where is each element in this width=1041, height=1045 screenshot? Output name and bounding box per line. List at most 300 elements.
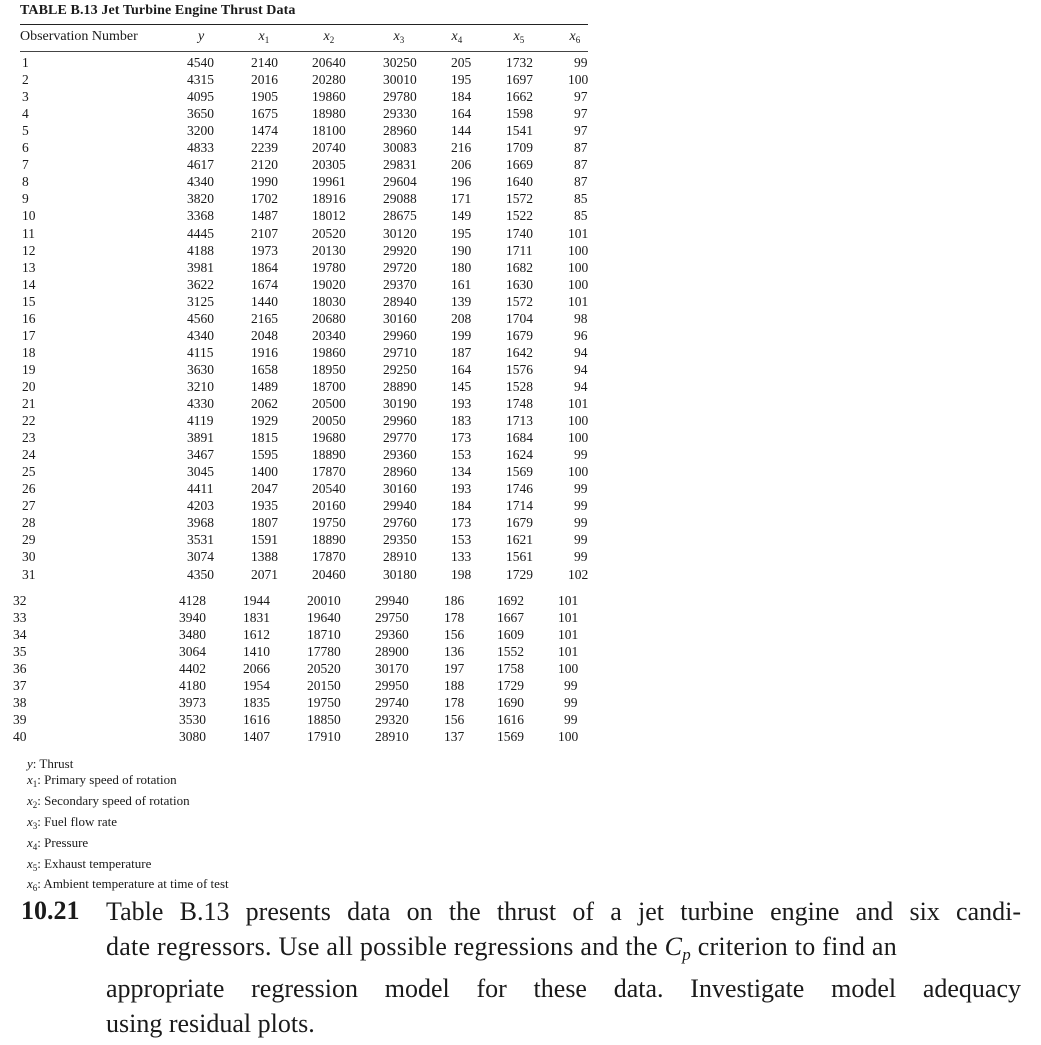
table-cell: 30190 [383, 396, 417, 411]
table-cell: 29740 [375, 695, 409, 710]
table-cell: 1522 [506, 208, 533, 224]
table-cell: 193 [451, 481, 472, 497]
column-header-label: x [393, 29, 400, 44]
legend-variable: x [27, 771, 33, 787]
table-cell: 1440 [251, 293, 278, 309]
table-cell: 1569 [497, 729, 524, 744]
table-cell: 100 [568, 259, 589, 275]
table-cell: 18950 [312, 361, 346, 377]
table-cell: 20010 [307, 593, 341, 608]
table-cell: 197 [444, 661, 465, 676]
column-header-label: x [451, 29, 458, 44]
table-cell: 94 [574, 344, 588, 360]
table-cell: 19750 [307, 695, 341, 710]
table-cell: 164 [451, 361, 472, 377]
table-cell: 1864 [251, 259, 278, 275]
table-cell: 99 [574, 481, 588, 497]
table-cell: 98 [574, 310, 588, 326]
table-cell: 4315 [187, 72, 214, 88]
table-cell: 29720 [383, 259, 417, 275]
table-cell: 30160 [383, 481, 417, 497]
legend-description: : Thrust [32, 756, 74, 771]
table-cell: 3940 [179, 610, 206, 625]
table-cell: 19750 [312, 515, 346, 531]
table-cell: 3531 [187, 532, 214, 548]
legend-item [27, 856, 229, 877]
legend-description: : Exhaust temperature [37, 855, 152, 871]
table-cell: 30160 [383, 310, 417, 326]
table-cell: 19961 [312, 174, 346, 190]
table-cell: 18710 [307, 627, 341, 642]
table-cell: 100 [568, 413, 589, 429]
table-cell: 156 [444, 712, 465, 727]
observation-number: 26 [22, 481, 36, 497]
table-cell: 1576 [506, 361, 533, 377]
column-header-observation [20, 29, 138, 45]
column-header-subscript: 4 [457, 35, 463, 45]
table-cell: 20150 [307, 678, 341, 693]
table-cell: 1658 [251, 361, 278, 377]
table-cell: 99 [574, 55, 588, 70]
table-cell: 4119 [187, 413, 214, 429]
table-cell: 1616 [497, 712, 524, 727]
table-cell: 29750 [375, 610, 409, 625]
table-cell: 29950 [375, 678, 409, 693]
table-cell: 1758 [497, 661, 524, 676]
table-cell: 4128 [179, 593, 206, 608]
table-cell: 1713 [506, 413, 533, 429]
table-cell: 171 [451, 191, 472, 207]
table-cell: 1916 [251, 344, 278, 360]
table-cell: 3200 [187, 123, 214, 139]
table-cell: 97 [574, 89, 588, 105]
table-cell: 18700 [312, 378, 346, 394]
table-cell: 20050 [312, 413, 346, 429]
table-cell: 1815 [251, 430, 278, 446]
column-header-subscript: 1 [264, 35, 270, 45]
column-header-subscript: 3 [399, 35, 405, 45]
table-cell: 4095 [187, 89, 214, 105]
legend-subscript: 2 [32, 799, 38, 810]
column-header-label: x [323, 29, 330, 44]
table-cell: 3045 [187, 464, 214, 480]
table-cell: 3981 [187, 259, 214, 275]
table-cell: 1831 [243, 610, 270, 625]
observation-number: 19 [22, 361, 36, 377]
column-header-x4 [452, 29, 463, 48]
table-cell: 30170 [375, 661, 409, 676]
table-cell: 20540 [312, 481, 346, 497]
legend-item [27, 772, 229, 793]
column-header-subscript: 6 [575, 35, 581, 45]
column-header-label: Observation Number [20, 29, 138, 44]
column-header-x2 [324, 29, 335, 48]
observation-number: 20 [22, 378, 36, 394]
observation-number: 31 [22, 566, 36, 582]
legend-description: : Pressure [37, 834, 89, 850]
table-cell: 3973 [179, 695, 206, 710]
table-cell: 17870 [312, 549, 346, 565]
table-cell: 173 [451, 430, 472, 446]
legend-description: : Fuel flow rate [37, 813, 118, 829]
table-cell: 1640 [506, 174, 533, 190]
table-cell: 2120 [251, 157, 278, 173]
table-cell: 28900 [375, 644, 409, 659]
table-cell: 1929 [251, 413, 278, 429]
observation-number: 12 [22, 242, 36, 258]
table-cell: 100 [568, 276, 589, 292]
table-cell: 29330 [383, 106, 417, 122]
table-cell: 29370 [383, 276, 417, 292]
observation-number: 2 [22, 72, 29, 88]
table-cell: 3820 [187, 191, 214, 207]
table-cell: 1704 [506, 310, 533, 326]
table-cell: 2239 [251, 140, 278, 156]
table-cell: 1973 [251, 242, 278, 258]
legend-subscript: 3 [32, 820, 38, 831]
table-cell: 1675 [251, 106, 278, 122]
table-cell: 18980 [312, 106, 346, 122]
table-cell: 1528 [506, 378, 533, 394]
table-cell: 4340 [187, 174, 214, 190]
table-cell: 99 [564, 695, 578, 710]
table-cell: 18890 [312, 447, 346, 463]
table-cell: 188 [444, 678, 465, 693]
table-cell: 137 [444, 729, 465, 744]
table-cell: 4833 [187, 140, 214, 156]
table-cell: 19860 [312, 89, 346, 105]
observation-number: 9 [22, 191, 29, 207]
column-header-label: x [258, 29, 265, 44]
table-cell: 96 [574, 327, 588, 343]
table-cell: 1407 [243, 729, 270, 744]
column-header-x5 [514, 29, 525, 48]
table-cell: 29780 [383, 89, 417, 105]
legend-item [27, 835, 229, 856]
table-cell: 20640 [312, 55, 346, 70]
column-header-x1 [259, 29, 270, 48]
table-cell: 29360 [375, 627, 409, 642]
table-cell: 20130 [312, 242, 346, 258]
table-cell: 205 [451, 55, 472, 70]
table-cell: 153 [451, 532, 472, 548]
observation-number: 30 [22, 549, 36, 565]
table-cell: 134 [451, 464, 472, 480]
table-cell: 100 [568, 430, 589, 446]
table-cell: 1732 [506, 55, 533, 70]
table-cell: 18100 [312, 123, 346, 139]
column-header-label: x [513, 29, 520, 44]
observation-number: 10 [22, 208, 36, 224]
observation-number: 3 [22, 89, 29, 105]
table-cell: 206 [451, 157, 472, 173]
observation-number: 38 [13, 695, 27, 710]
table-cell: 28910 [383, 549, 417, 565]
table-cell: 3074 [187, 549, 214, 565]
table-cell: 1541 [506, 123, 533, 139]
table-caption: TABLE B.13 Jet Turbine Engine Thrust Data [20, 3, 296, 18]
table-cell: 3064 [179, 644, 206, 659]
table-cell: 94 [574, 378, 588, 394]
table-cell: 4540 [187, 55, 214, 70]
legend-subscript: 4 [32, 841, 38, 852]
table-cell: 1709 [506, 140, 533, 156]
observation-number: 7 [22, 157, 29, 173]
table-cell: 1616 [243, 712, 270, 727]
table-cell: 4402 [179, 661, 206, 676]
observation-number: 1 [22, 55, 29, 70]
observation-number: 6 [22, 140, 29, 156]
table-cell: 20680 [312, 310, 346, 326]
legend-subscript: 6 [32, 883, 38, 894]
observation-number: 39 [13, 712, 27, 727]
table-cell: 1569 [506, 464, 533, 480]
observation-number: 16 [22, 310, 36, 326]
legend-description: : Primary speed of rotation [37, 771, 177, 787]
table-cell: 1667 [497, 610, 524, 625]
legend-item [27, 814, 229, 835]
legend-item [27, 756, 229, 772]
table-cell: 1662 [506, 89, 533, 105]
table-top-rule [20, 24, 588, 25]
observation-number: 27 [22, 498, 36, 514]
table-cell: 136 [444, 644, 465, 659]
table-cell: 1591 [251, 532, 278, 548]
table-cell: 99 [564, 678, 578, 693]
table-cell: 1807 [251, 515, 278, 531]
table-cell: 2107 [251, 225, 278, 241]
table-cell: 100 [568, 464, 589, 480]
table-cell: 1748 [506, 396, 533, 411]
table-cell: 1682 [506, 259, 533, 275]
table-cell: 29320 [375, 712, 409, 727]
table-cell: 196 [451, 174, 472, 190]
table-cell: 18916 [312, 191, 346, 207]
observation-number: 22 [22, 413, 36, 429]
table-cell: 102 [568, 566, 589, 582]
table-cell: 101 [568, 293, 589, 309]
column-header-subscript: 2 [329, 35, 335, 45]
table-cell: 28675 [383, 208, 417, 224]
table-cell: 164 [451, 106, 472, 122]
table-cell: 3080 [179, 729, 206, 744]
table-cell: 183 [451, 413, 472, 429]
table-cell: 2016 [251, 72, 278, 88]
table-cell: 3467 [187, 447, 214, 463]
table-cell: 20520 [312, 225, 346, 241]
table-cell: 1746 [506, 481, 533, 497]
table-cell: 99 [574, 447, 588, 463]
observation-number: 8 [22, 174, 29, 190]
table-cell: 20500 [312, 396, 346, 411]
table-cell: 4330 [187, 396, 214, 411]
table-cell: 2047 [251, 481, 278, 497]
table-cell: 1669 [506, 157, 533, 173]
table-cell: 186 [444, 593, 465, 608]
legend-description: : Ambient temperature at time of test [37, 876, 229, 892]
table-cell: 30010 [383, 72, 417, 88]
observation-number: 25 [22, 464, 36, 480]
table-cell: 1400 [251, 464, 278, 480]
table-cell: 30180 [383, 566, 417, 582]
table-cell: 1552 [497, 644, 524, 659]
table-cell: 29360 [383, 447, 417, 463]
table-cell: 145 [451, 378, 472, 394]
table-cell: 29831 [383, 157, 417, 173]
observation-number: 33 [13, 610, 27, 625]
table-cell: 3968 [187, 515, 214, 531]
table-cell: 4560 [187, 310, 214, 326]
table-cell: 28890 [383, 378, 417, 394]
column-header-subscript: 5 [519, 35, 525, 45]
table-cell: 18850 [307, 712, 341, 727]
table-cell: 101 [558, 610, 579, 625]
table-cell: 1679 [506, 327, 533, 343]
table-cell: 195 [451, 72, 472, 88]
table-cell: 1572 [506, 191, 533, 207]
column-header-x3 [394, 29, 405, 48]
table-cell: 156 [444, 627, 465, 642]
column-header-x6 [570, 29, 581, 48]
table-cell: 29770 [383, 430, 417, 446]
table-cell: 20160 [312, 498, 346, 514]
problem-statement [106, 895, 1021, 1041]
table-cell: 1714 [506, 498, 533, 514]
table-cell: 101 [558, 627, 579, 642]
table-cell: 94 [574, 361, 588, 377]
table-cell: 1388 [251, 549, 278, 565]
table-cell: 1621 [506, 532, 533, 548]
observation-number: 11 [22, 225, 35, 241]
table-cell: 184 [451, 498, 472, 514]
table-cell: 1835 [243, 695, 270, 710]
table-cell: 4203 [187, 498, 214, 514]
table-cell: 101 [558, 644, 579, 659]
table-cell: 18012 [312, 208, 346, 224]
table-cell: 101 [568, 396, 589, 411]
table-cell: 99 [564, 712, 578, 727]
table-cell: 1489 [251, 378, 278, 394]
problem-line: Table B.13 presents data on the thrust of a jet turbine engine and six candi- [106, 897, 1021, 926]
legend-variable: x [27, 876, 33, 892]
table-cell: 190 [451, 242, 472, 258]
table-cell: 100 [558, 729, 579, 744]
table-cell: 99 [574, 515, 588, 531]
table-cell: 1711 [506, 242, 533, 258]
table-cell: 3368 [187, 208, 214, 224]
table-cell: 19780 [312, 259, 346, 275]
table-cell: 30250 [383, 55, 417, 70]
column-header-y [198, 29, 204, 45]
observation-number: 28 [22, 515, 36, 531]
table-cell: 2165 [251, 310, 278, 326]
table-cell: 19680 [312, 430, 346, 446]
legend-subscript: 5 [32, 862, 38, 873]
table-cell: 99 [574, 549, 588, 565]
table-cell: 198 [451, 566, 472, 582]
table-cell: 1935 [251, 498, 278, 514]
legend-variable: x [27, 855, 33, 871]
table-cell: 187 [451, 344, 472, 360]
table-cell: 28960 [383, 123, 417, 139]
table-cell: 1474 [251, 123, 278, 139]
observation-number: 35 [13, 644, 27, 659]
cp-symbol-subscript: p [682, 944, 691, 964]
table-cell: 1690 [497, 695, 524, 710]
table-cell: 29350 [383, 532, 417, 548]
table-cell: 29960 [383, 327, 417, 343]
table-cell: 1990 [251, 174, 278, 190]
observation-number: 34 [13, 627, 27, 642]
table-cell: 101 [568, 225, 589, 241]
table-cell: 100 [568, 72, 589, 88]
problem-line [106, 930, 1021, 973]
table-cell: 1692 [497, 593, 524, 608]
table-cell: 1944 [243, 593, 270, 608]
table-cell: 4188 [187, 242, 214, 258]
table-cell: 149 [451, 208, 472, 224]
table-cell: 1679 [506, 515, 533, 531]
table-cell: 1572 [506, 293, 533, 309]
table-cell: 195 [451, 225, 472, 241]
table-cell: 85 [574, 191, 588, 207]
table-cell: 4180 [179, 678, 206, 693]
table-cell: 20280 [312, 72, 346, 88]
table-cell: 199 [451, 327, 472, 343]
table-cell: 4617 [187, 157, 214, 173]
observation-number: 32 [13, 593, 27, 608]
table-cell: 29960 [383, 413, 417, 429]
table-cell: 17870 [312, 464, 346, 480]
table-cell: 1642 [506, 344, 533, 360]
observation-number: 18 [22, 344, 36, 360]
observation-number: 4 [22, 106, 29, 122]
table-cell: 18890 [312, 532, 346, 548]
table-cell: 99 [574, 498, 588, 514]
table-cell: 20520 [307, 661, 341, 676]
observation-number: 15 [22, 293, 36, 309]
observation-number: 23 [22, 430, 36, 446]
table-cell: 28960 [383, 464, 417, 480]
table-cell: 3650 [187, 106, 214, 122]
observation-number: 13 [22, 259, 36, 275]
observation-number: 5 [22, 123, 29, 139]
table-cell: 1702 [251, 191, 278, 207]
problem-line-text: criterion to find an [690, 931, 897, 961]
table-cell: 29940 [375, 593, 409, 608]
observation-number: 17 [22, 327, 36, 343]
table-cell: 28940 [383, 293, 417, 309]
legend-item [27, 793, 229, 814]
table-cell: 153 [451, 447, 472, 463]
table-cell: 28910 [375, 729, 409, 744]
table-cell: 20340 [312, 327, 346, 343]
table-cell: 133 [451, 549, 472, 565]
table-cell: 1697 [506, 72, 533, 88]
table-cell: 30083 [383, 140, 417, 156]
table-cell: 4350 [187, 566, 214, 582]
table-cell: 1630 [506, 276, 533, 292]
table-cell: 178 [444, 695, 465, 710]
table-cell: 216 [451, 140, 472, 156]
table-cell: 3210 [187, 378, 214, 394]
table-cell: 19020 [312, 276, 346, 292]
problem-line-text: date regressors. Use all possible regressions and the [106, 931, 665, 961]
table-cell: 1684 [506, 430, 533, 446]
table-cell: 20460 [312, 566, 346, 582]
table-cell: 20305 [312, 157, 346, 173]
cp-symbol-main: C [664, 931, 683, 961]
